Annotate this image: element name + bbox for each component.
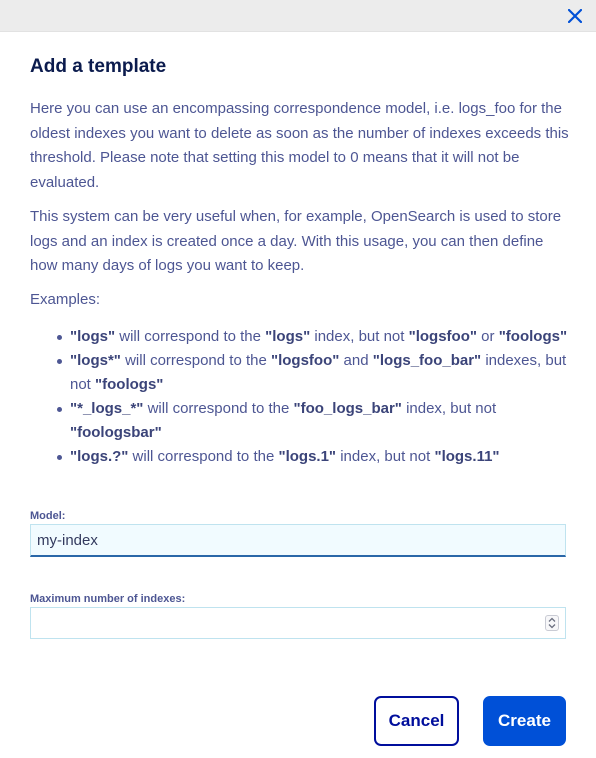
- description-paragraph-2: This system can be very useful when, for example, OpenSearch is used to store logs and an index is created once a day. With this usage, you can then define how many days of logs you want to keep.: [30, 208, 562, 274]
- examples-heading: Examples:: [30, 291, 101, 308]
- model-input[interactable]: [30, 524, 566, 557]
- dialog-title: Add a template: [30, 56, 167, 77]
- example-item-4: "logs.?" will correspond to the "logs.1" index, but not "logs.11": [30, 445, 570, 469]
- example-item-1: "logs" will correspond to the "logs" index, but not "logsfoo" or "foologs": [30, 325, 570, 349]
- example-item-3: "*_logs_*" will correspond to the "foo_logs_bar" index, but not "foologsbar": [30, 397, 570, 445]
- cancel-button[interactable]: Cancel: [374, 696, 459, 746]
- max-indexes-label: Maximum number of indexes:: [30, 593, 186, 605]
- create-button[interactable]: Create: [483, 696, 566, 746]
- examples-list: [30, 325, 570, 469]
- dialog-header-bar: [0, 0, 596, 32]
- model-label: Model:: [30, 510, 66, 522]
- description-paragraph-1: Here you can use an encompassing correspondence model, i.e. logs_foo for the oldest indexes you want to delete as soon as the number of indexes exceeds this threshold. Please note that setting this model to 0 means that it will not be evaluated.: [30, 100, 569, 191]
- max-indexes-input[interactable]: [31, 608, 543, 638]
- number-stepper[interactable]: [545, 615, 559, 631]
- example-item-2: "logs*" will correspond to the "logsfoo" and "logs_foo_bar" indexes, but not "foologs": [30, 349, 570, 397]
- stepper-arrows-icon: [546, 616, 558, 630]
- max-indexes-field: [30, 607, 566, 639]
- close-button[interactable]: [564, 5, 586, 27]
- close-icon: [568, 9, 582, 23]
